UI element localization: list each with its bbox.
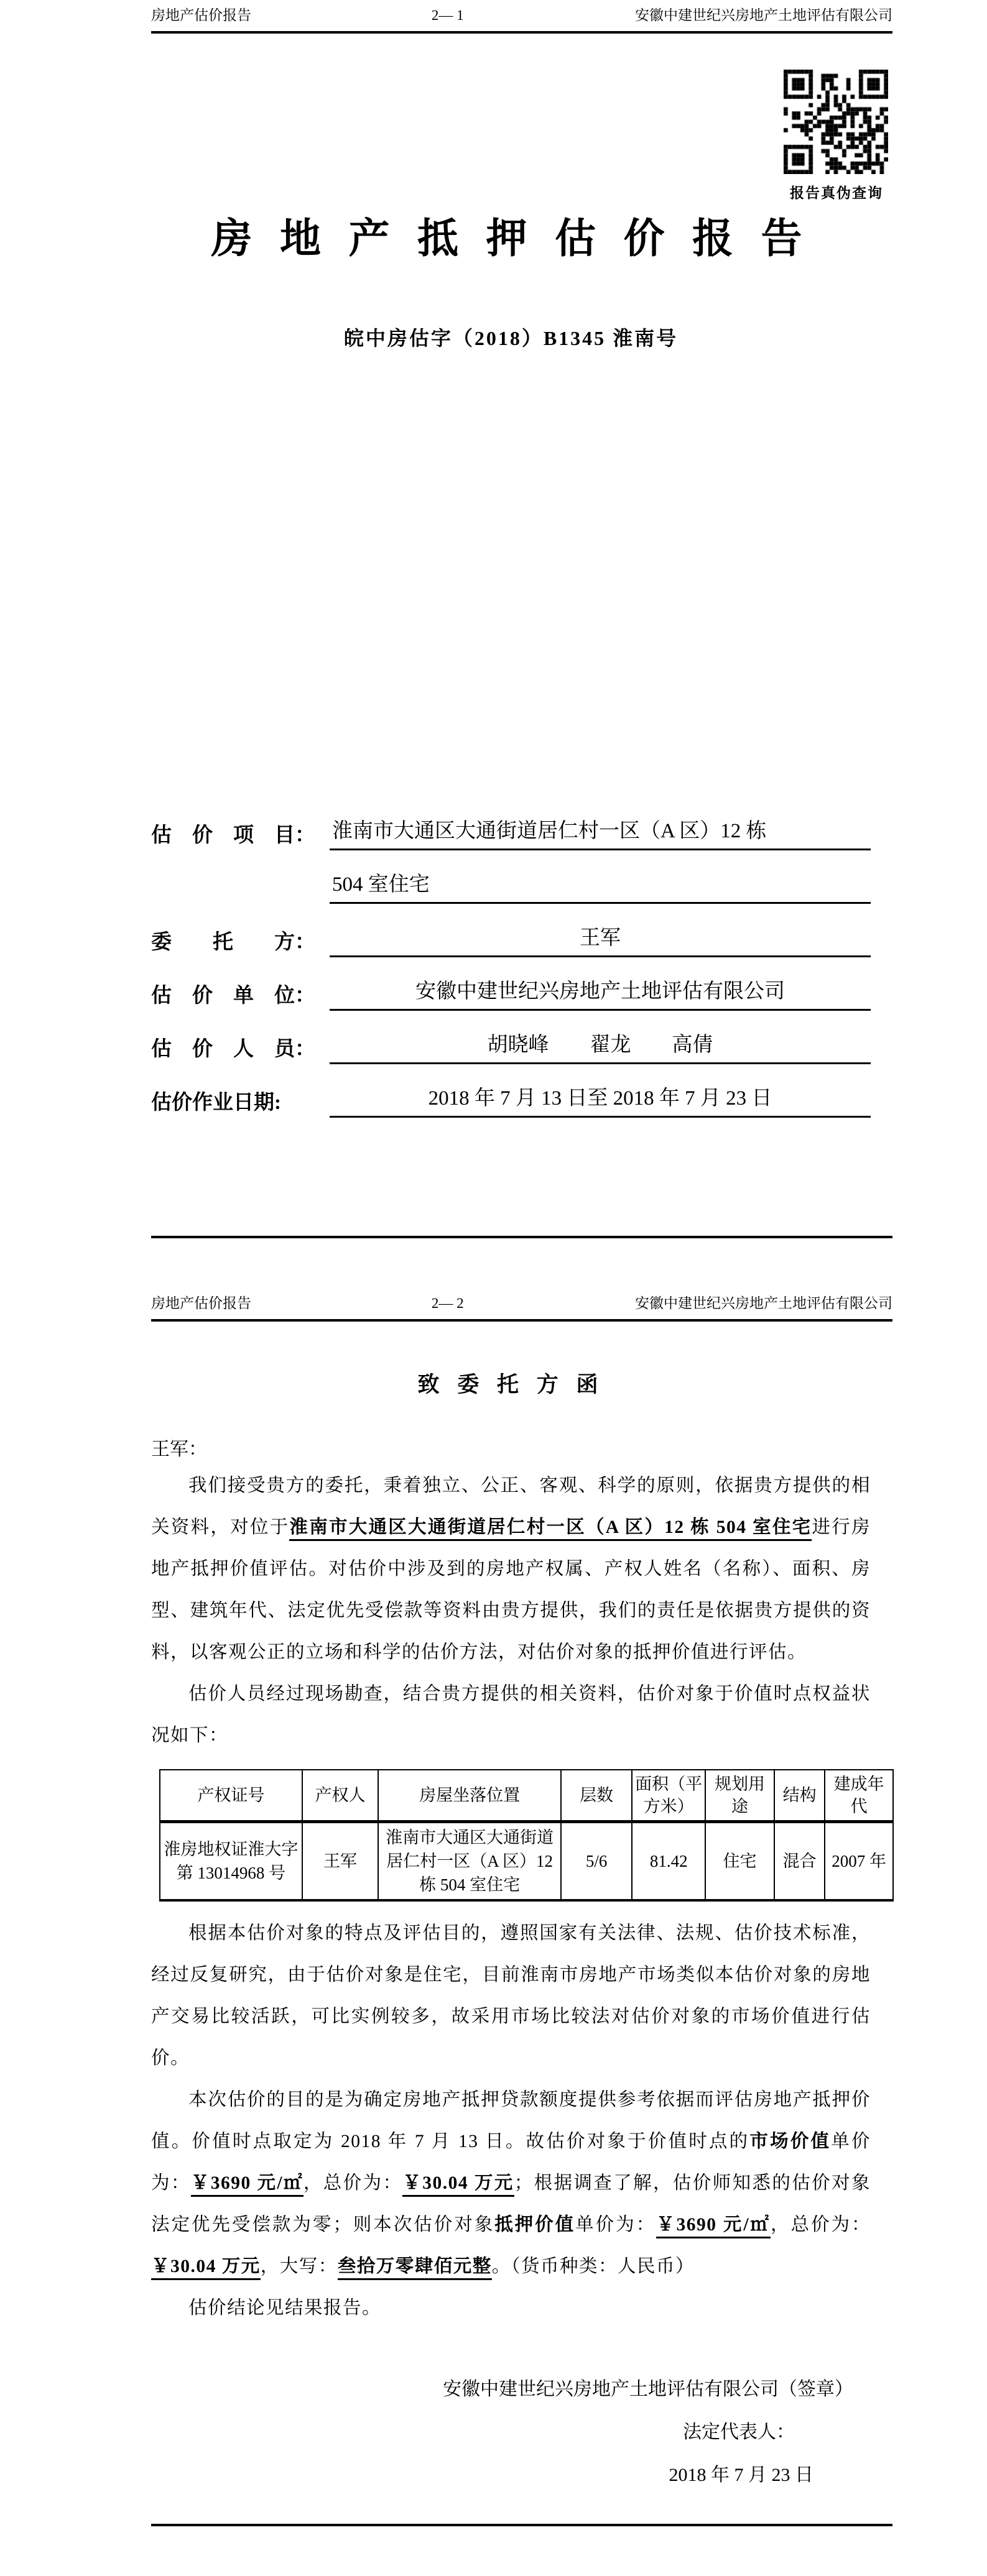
header-doc-name: 房地产估价报告	[151, 1295, 251, 1311]
cell-year: 2007 年	[825, 1822, 893, 1901]
table-row	[160, 1822, 893, 1901]
text-segment: ￥3690 元/㎡	[656, 2215, 771, 2238]
cover-fields	[151, 797, 871, 1118]
text-segment: 估价人员经过现场勘查，结合贵方提供的相关资料，估价对象于价值时点权益状况如下：	[151, 1684, 871, 1746]
qr-code	[784, 70, 888, 174]
col-header-owner: 产权人	[302, 1770, 379, 1822]
header-page-number: 2— 1	[431, 7, 464, 23]
text-segment: 根据本估价对象的特点及评估目的，遵照国家有关法律、法规、估价技术标准，经过反复研究，由于估价对象是住宅，目前淮南市房地产市场类似本估价对象的房地产交易比较活跃，可比实例较多，故采用市场比较法对估价对象的市场价值进行估价。	[151, 1923, 871, 2068]
text-segment: ；根据调查了解，估价师知悉的估价对象法定优先受偿款为零；则本次估价对象	[151, 2173, 871, 2235]
field-value-appraisers: 胡晓峰 翟龙 高倩	[330, 1031, 871, 1064]
cell-structure: 混合	[774, 1822, 825, 1901]
table-header-row	[160, 1770, 893, 1822]
field-appraisers	[151, 1011, 871, 1064]
paragraph-conclusion	[151, 2288, 871, 2329]
text-segment: 市场价值	[749, 2132, 832, 2151]
cell-use: 住宅	[705, 1822, 774, 1901]
letter-body	[151, 1318, 887, 2496]
field-label-spacer	[151, 901, 330, 904]
col-header-location: 房屋坐落位置	[378, 1770, 561, 1822]
field-client	[151, 904, 871, 957]
cell-floor: 5/6	[561, 1822, 632, 1901]
field-value-work-dates: 2018 年 7 月 13 日至 2018 年 7 月 23 日	[330, 1085, 871, 1118]
paragraph-valuation-result	[151, 2079, 871, 2288]
col-header-area: 面积（平方米）	[632, 1770, 705, 1822]
col-header-use: 规划用途	[705, 1770, 774, 1822]
field-label-client: 委 托 方：	[151, 931, 315, 954]
letter-title: 致 委 托 方 函	[417, 1373, 605, 1397]
field-value-project-line1: 淮南市大通区大通街道居仁村一区（A 区）12 栋	[330, 817, 871, 850]
text-segment: 单价为：	[575, 2215, 657, 2235]
text-segment: 估价结论见结果报告。	[188, 2298, 382, 2318]
letter-salutation: 王军：	[151, 1439, 207, 1460]
field-value-project-line2: 504 室住宅	[330, 871, 871, 904]
field-label-appraisers: 估 价 人 员：	[151, 1038, 315, 1060]
signature-company: 安徽中建世纪兴房地产土地评估有限公司（签章）	[443, 2379, 853, 2399]
field-value-agency: 安徽中建世纪兴房地产土地评估有限公司	[330, 978, 871, 1011]
qr-verification-block	[784, 70, 889, 202]
field-label-agency: 估 价 单 位：	[151, 985, 315, 1007]
report-number: 皖中房估字（2018）B1345 淮南号	[343, 327, 679, 349]
signature-date: 2018 年 7 月 23 日	[669, 2465, 813, 2485]
field-agency	[151, 957, 871, 1011]
text-segment: ￥30.04 万元	[151, 2256, 261, 2280]
col-header-year: 建成年代	[825, 1770, 893, 1822]
text-segment: ￥3690 元/㎡	[191, 2173, 304, 2197]
header-company-name: 安徽中建世纪兴房地产土地评估有限公司	[634, 1295, 892, 1311]
cell-location: 淮南市大通区大通街道居仁村一区（A 区）12 栋 504 室住宅	[378, 1822, 561, 1901]
cell-owner: 王军	[302, 1822, 379, 1901]
col-header-cert-no: 产权证号	[160, 1770, 302, 1822]
field-value-client: 王军	[330, 924, 871, 957]
header-page-number: 2— 2	[431, 1295, 464, 1311]
header-company-name: 安徽中建世纪兴房地产土地评估有限公司	[634, 7, 892, 23]
page1-running-header	[151, 6, 892, 34]
signature-block	[151, 2368, 871, 2496]
col-header-structure: 结构	[774, 1770, 825, 1822]
text-segment: 叁拾万零肆佰元整	[338, 2256, 492, 2280]
page1-running-footer	[151, 1236, 892, 1288]
text-segment: 淮南市大通区大通街道居仁村一区（A 区）12 栋 504 室住宅	[289, 1517, 812, 1541]
page-2-letter	[0, 1288, 987, 2576]
paragraph-inspection	[151, 1673, 871, 1757]
field-label-project: 估 价 项 目：	[151, 824, 315, 847]
text-segment: 我们接受贵方的委托，秉着独立、公正、客观、科学的原则，依据贵方提供的相关资料，对位于	[151, 1476, 871, 1537]
text-segment: ，总价为：	[303, 2173, 403, 2193]
property-rights-table	[159, 1769, 894, 1902]
col-header-floor: 层数	[561, 1770, 632, 1822]
text-segment: ，总价为：	[771, 2215, 871, 2235]
text-segment: 。（货币种类：人民币）	[491, 2256, 695, 2276]
text-segment: 进行房地产抵押价值评估。对估价中涉及到的房地产权属、产权人姓名（名称）、面积、房型、建筑年代、法定优先受偿款等资料由贵方提供，我们的责任是依据贵方提供的资料，以客观公正的立场和科学的估价方法，对估价对象的抵押价值进行评估。	[151, 1517, 871, 1662]
signature-legal-representative: 法定代表人：	[683, 2422, 795, 2442]
field-work-dates	[151, 1064, 871, 1118]
cell-cert-no: 淮房地权证淮大字第 13014968 号	[160, 1822, 302, 1901]
paragraph-method	[151, 1913, 871, 2079]
text-segment: ￥30.04 万元	[402, 2173, 514, 2197]
header-doc-name: 房地产估价报告	[151, 7, 251, 23]
text-segment: 本次估价的目的是为确定房地产抵押贷款额度提供参考依据而评估房地产抵押价值。价值时点取定为 2018 年 7 月 13 日。故估价对象于价值时点的	[151, 2090, 871, 2151]
qr-caption: 报告真伪查询	[790, 185, 883, 201]
report-title: 房 地 产 抵 押 估 价 报 告	[211, 216, 811, 262]
text-segment: 抵押价值	[494, 2215, 576, 2235]
field-label-work-dates: 估价作业日期:	[151, 1092, 287, 1114]
cell-area: 81.42	[632, 1822, 705, 1901]
text-segment: ，大写：	[260, 2256, 338, 2276]
page2-running-footer	[151, 2524, 892, 2576]
text-segment: 单价为：	[151, 2132, 871, 2193]
field-project-line2	[151, 850, 871, 904]
paragraph-engagement	[151, 1465, 871, 1673]
field-project-line1	[151, 797, 871, 850]
